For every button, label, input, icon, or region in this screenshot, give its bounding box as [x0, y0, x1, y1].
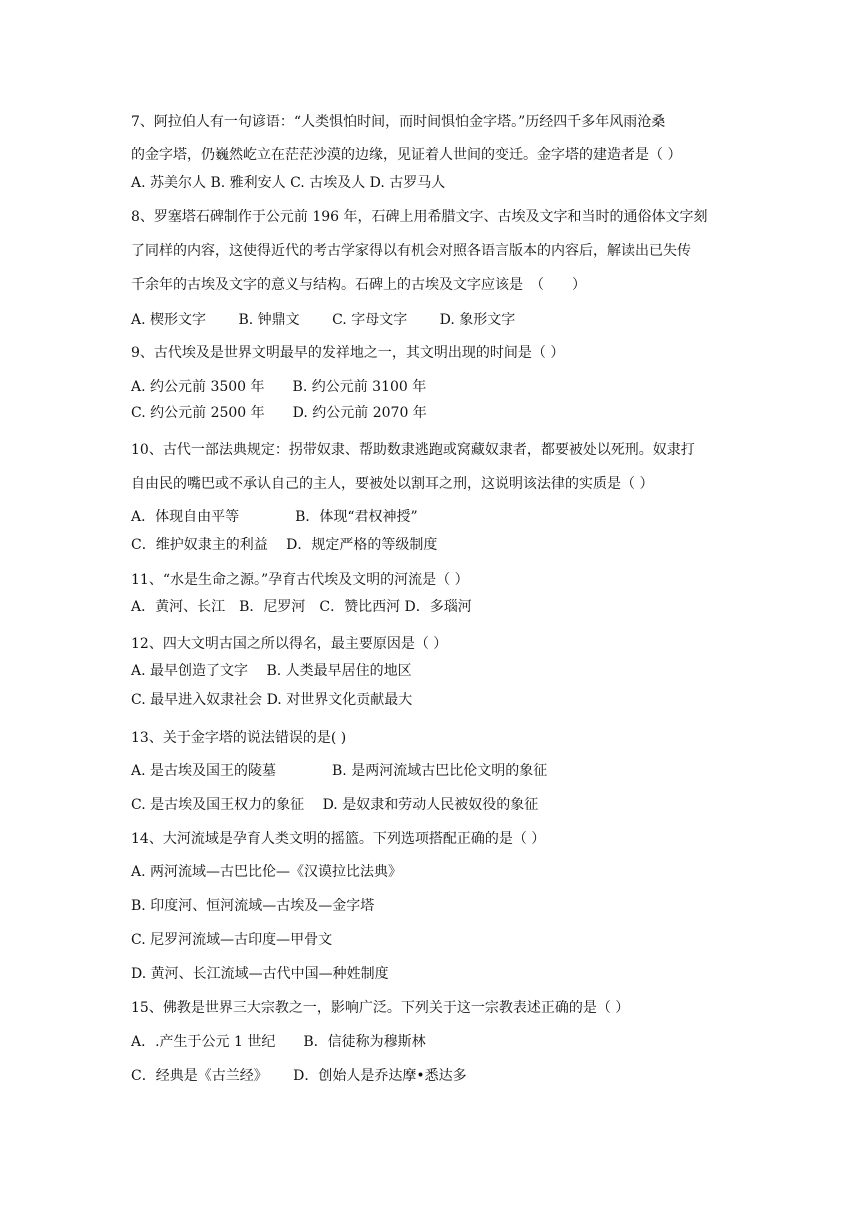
q15-stem: 15、佛教是世界三大宗教之一，影响广泛。下列关于这一宗教表述正确的是（ ） [131, 1000, 630, 1016]
q9-stem: 9、古代埃及是世界文明最早的发祥地之一，其文明出现的时间是（ ） [131, 345, 565, 361]
q12-options-line2: C. 最早进入奴隶社会 D. 对世界文化贡献最大 [131, 692, 413, 708]
q8-stem-line3: 千余年的古埃及文字的意义与结构。石碑上的古埃及文字应该是 （ ） [131, 277, 586, 293]
q13-options-line2: C. 是古埃及国王权力的象征 D. 是奴隶和劳动人民被奴役的象征 [131, 797, 539, 813]
q8-stem-line2: 了同样的内容，这使得近代的考古学家得以有机会对照各语言版本的内容后，解读出已失传 [131, 243, 691, 259]
q15-options-line1: A．.产生于公元 1 世纪 B．信徒称为穆斯林 [131, 1034, 426, 1050]
q12-stem: 12、四大文明古国之所以得名，最主要原因是（ ） [131, 636, 448, 652]
q10-stem-line1: 10、古代一部法典规定：拐带奴隶、帮助数隶逃跑或窝藏奴隶者，都要被处以死刑。奴隶打 [131, 442, 695, 458]
q8-stem-line1: 8、罗塞塔石碑制作于公元前 196 年，石碑上用希腊文字、古埃及文字和当时的通俗体文字刻 [131, 209, 708, 225]
q13-stem: 13、关于金字塔的说法错误的是( ) [131, 730, 347, 746]
q14-option-c: C. 尼罗河流域—古印度—甲骨文 [131, 932, 333, 948]
q8-options: A. 楔形文字 B. 钟鼎文 C. 字母文字 D. 象形文字 [131, 312, 516, 328]
q14-stem: 14、大河流域是孕育人类文明的摇篮。下列选项搭配正确的是（ ） [131, 831, 546, 847]
q14-option-a: A. 两河流域—古巴比伦—《汉谟拉比法典》 [131, 864, 403, 880]
q7-stem-line2: 的金字塔，仍巍然屹立在茫茫沙漠的边缘，见证着人世间的变迁。金字塔的建造者是（ ） [131, 147, 682, 163]
q12-options-line1: A. 最早创造了文字 B. 人类最早居住的地区 [131, 663, 412, 679]
q14-option-d: D. 黄河、长江流域—古代中国—种姓制度 [131, 966, 389, 982]
q14-option-b: B. 印度河、恒河流域—古埃及—金字塔 [131, 898, 375, 914]
q7-stem-line1: 7、阿拉伯人有一句谚语：“人类惧怕时间，而时间惧怕金字塔。”历经四千多年风雨沧桑 [131, 114, 666, 130]
q10-options-line1: A．体现自由平等 B．体现“君权神授” [131, 509, 418, 525]
q11-stem: 11、“水是生命之源。”孕育古代埃及文明的河流是（ ） [131, 572, 469, 588]
q10-options-line2: C．维护奴隶主的利益 D．规定严格的等级制度 [131, 537, 438, 553]
q15-options-line2: C．经典是《古兰经》 D．创始人是乔达摩•悉达多 [131, 1068, 467, 1084]
q13-options-line1: A. 是古埃及国王的陵墓 B. 是两河流域古巴比伦文明的象征 [131, 763, 548, 779]
q7-options: A. 苏美尔人 B. 雅利安人 C. 古埃及人 D. 古罗马人 [131, 175, 446, 191]
q9-options-line2: C. 约公元前 2500 年 D. 约公元前 2070 年 [131, 405, 427, 421]
q11-options: A．黄河、长江 B．尼罗河 C．赞比西河 D．多瑙河 [131, 599, 472, 615]
q10-stem-line2: 自由民的嘴巴或不承认自己的主人，要被处以割耳之刑，这说明该法律的实质是（ ） [131, 476, 654, 492]
q9-options-line1: A. 约公元前 3500 年 B. 约公元前 3100 年 [131, 379, 427, 395]
